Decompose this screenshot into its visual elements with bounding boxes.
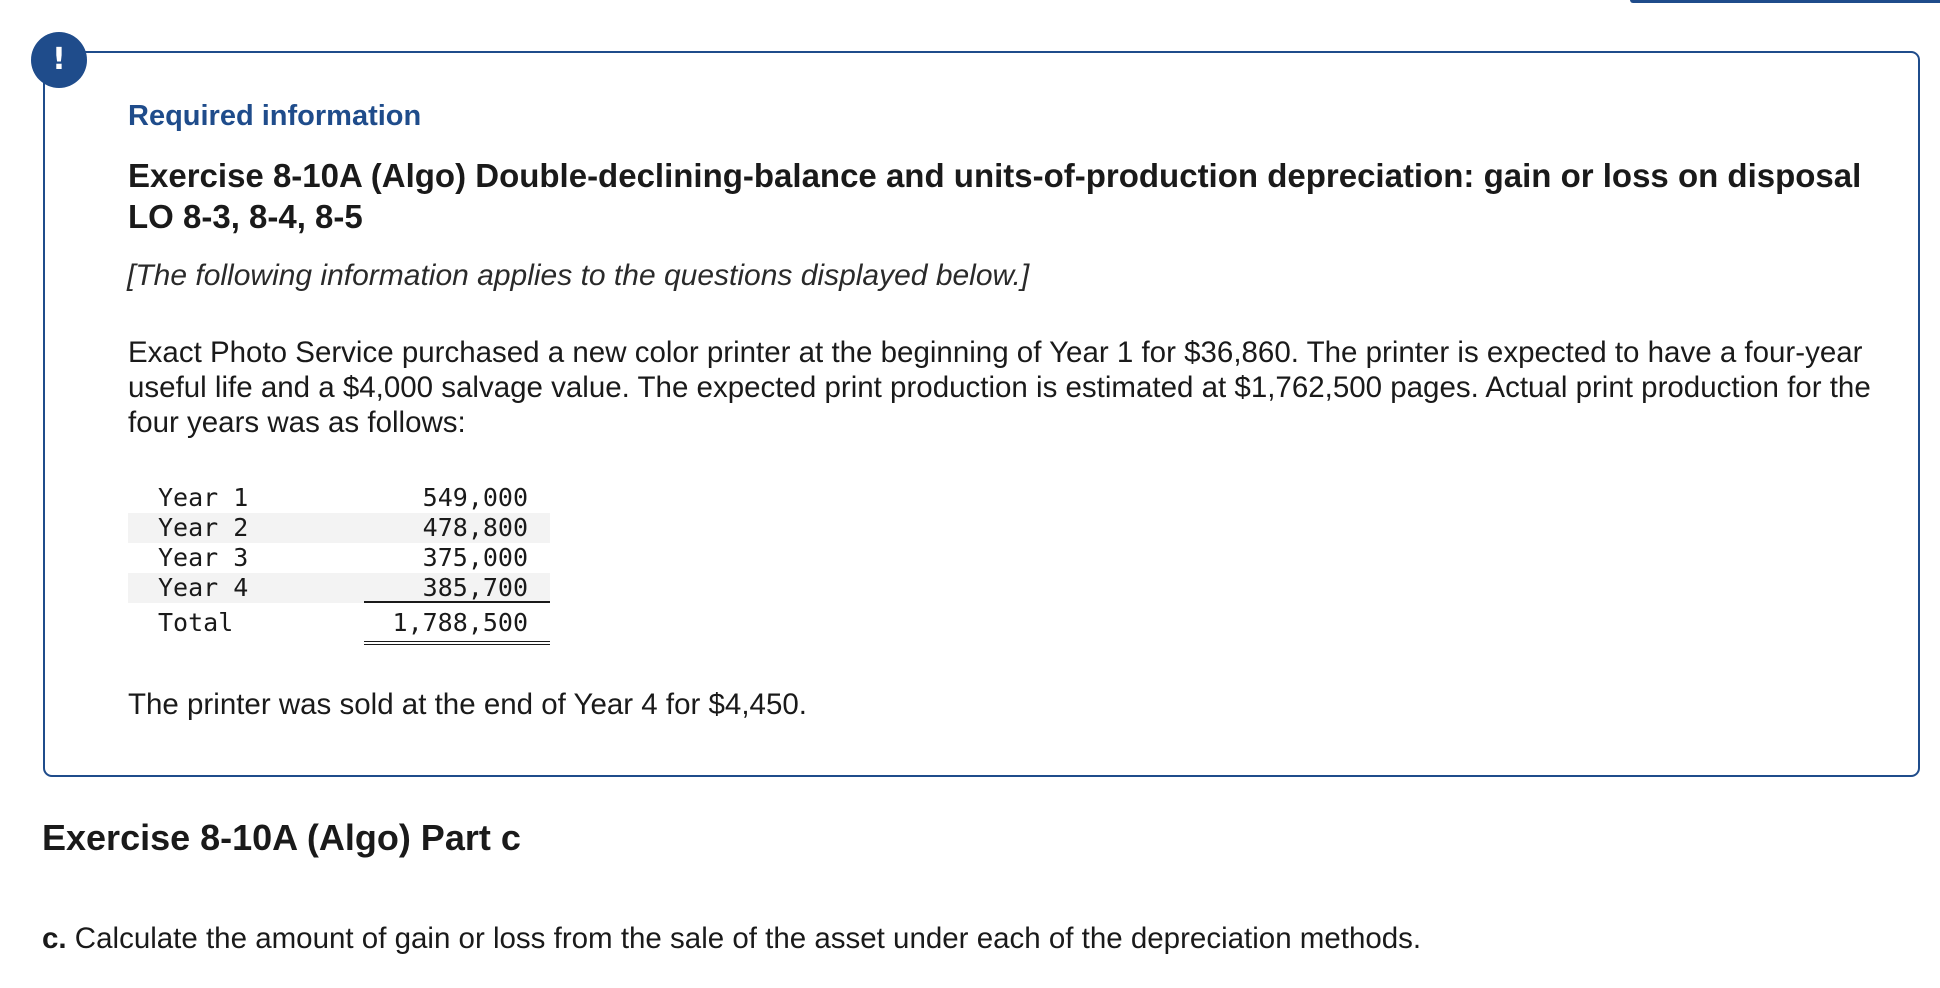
production-year: Year 2: [158, 513, 249, 542]
total-label: Total: [158, 608, 234, 637]
production-year: Year 4: [158, 573, 249, 602]
production-year: Year 3: [158, 543, 249, 572]
production-value: 478,800: [422, 513, 528, 542]
top-accent-bar: [1630, 0, 1940, 3]
production-value: 385,700: [422, 573, 528, 602]
required-info-label: Required information: [128, 100, 422, 132]
part-title: Exercise 8-10A (Algo) Part c: [42, 817, 521, 858]
production-year: Year 1: [158, 483, 249, 512]
production-table: [128, 483, 550, 643]
production-row: [128, 543, 550, 573]
exclamation-icon: [31, 32, 87, 88]
alert-symbol: !: [52, 42, 66, 77]
sold-text: The printer was sold at the end of Year 4 for $4,450.: [128, 688, 807, 721]
exercise-title: Exercise 8-10A (Algo) Double-declining-balance and units-of-production depreciation: gain or loss on disposal LO 8-3, 8-4, 8-5: [128, 157, 1862, 235]
intro-note: [The following information applies to the questions displayed below.]: [127, 259, 1030, 292]
question-body: Calculate the amount of gain or loss from the sale of the asset under each of the depreciation methods.: [66, 922, 1422, 955]
total-double-underline: [364, 603, 550, 645]
production-row: [128, 573, 550, 603]
production-row: [128, 483, 550, 513]
production-value: 549,000: [422, 483, 528, 512]
production-value: 375,000: [422, 543, 528, 572]
production-total-row: [128, 603, 550, 643]
question-prefix: c.: [42, 922, 67, 955]
total-value: 1,788,500: [392, 608, 528, 637]
problem-text: Exact Photo Service purchased a new color printer at the beginning of Year 1 for $36,860. The printer is expected to have a four-year useful life and a $4,000 salvage value. The expected print production is estimated at $1,762,500 pages. Actual print production for the four years was as follows:: [128, 336, 1871, 439]
question-text: [42, 922, 1421, 956]
production-row: [128, 513, 550, 543]
